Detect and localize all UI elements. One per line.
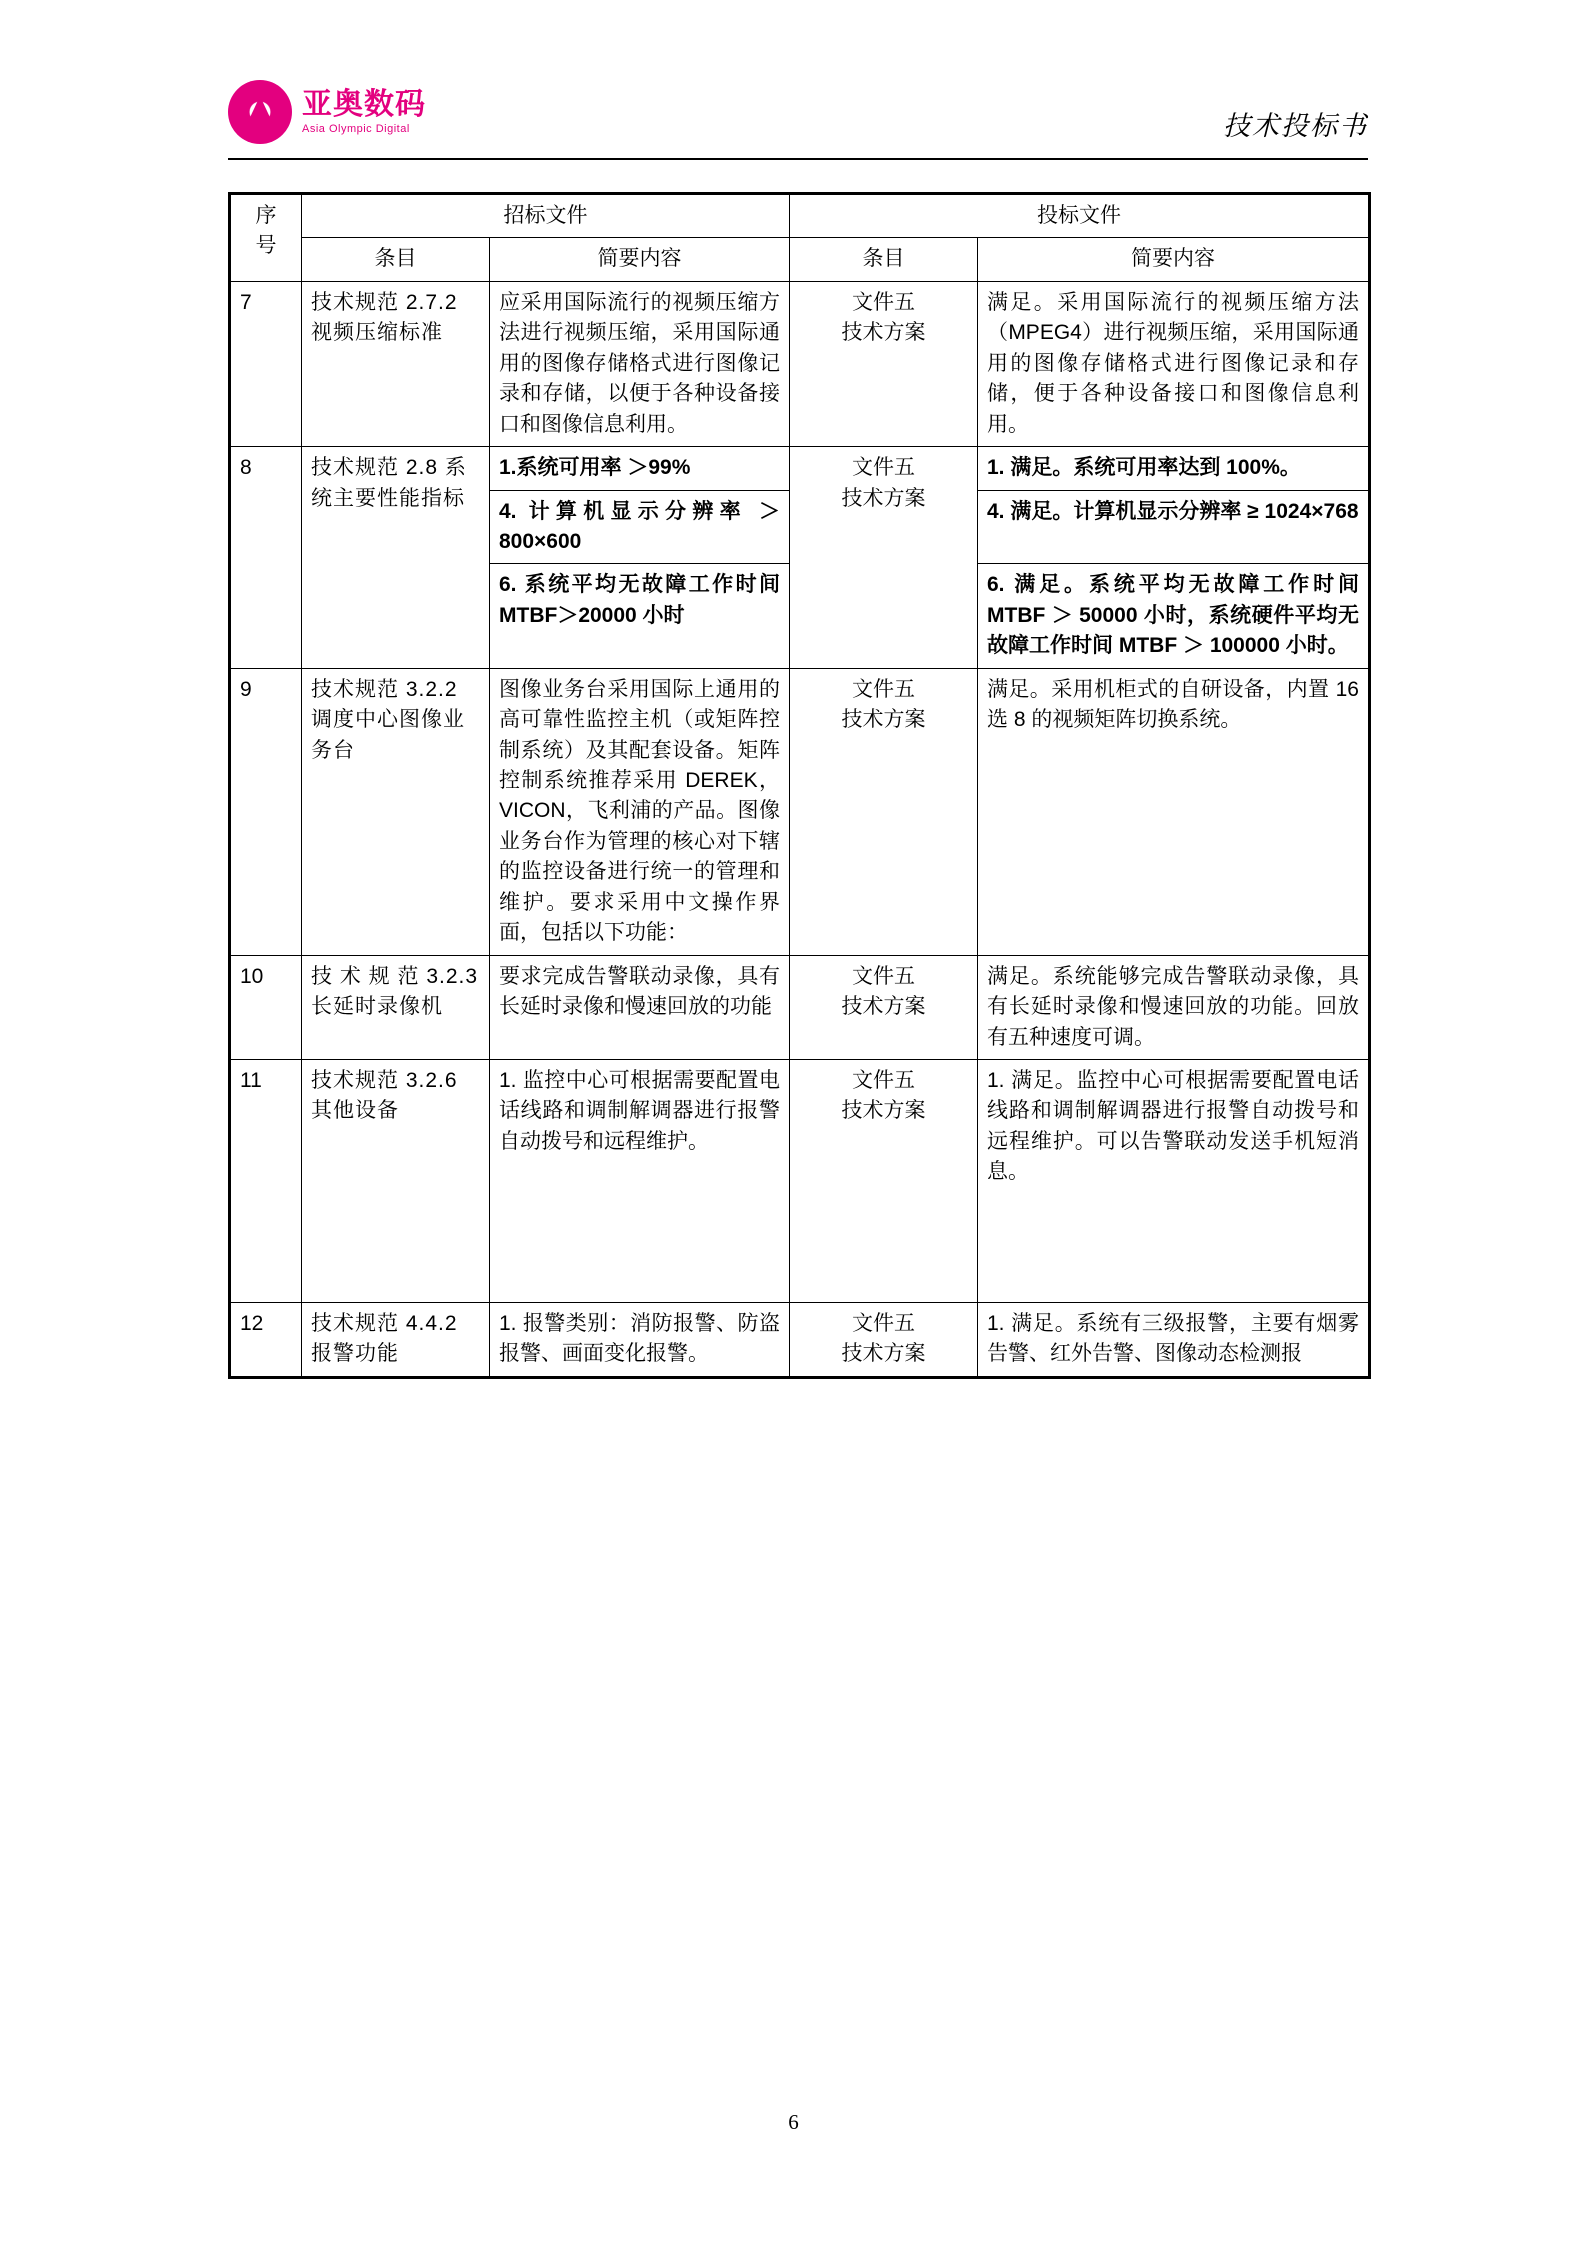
row-tender-item: 技术规范 2.7.2 视频压缩标准 — [302, 281, 490, 446]
page-header — [228, 80, 1368, 158]
row-bid-item-line1: 文件五 — [852, 1311, 915, 1335]
row-bid-subitem: 6. 满足。系统平均无故障工作时间 MTBF ＞ 50000 小时，系统硬件平均无故障工作时间 MTBF ＞ 100000 小时。 — [978, 564, 1370, 668]
row-tender-subitem: 4. 计算机显示分辨率 ＞ 800×600 — [490, 490, 790, 564]
page-footer — [0, 2110, 1587, 2135]
row-bid-summary: 满足。系统能够完成告警联动录像，具有长延时录像和慢速回放的功能。回放有五种速度可调。 — [978, 955, 1370, 1059]
row-tender-summary: 1. 监控中心可根据需要配置电话线路和调制解调器进行报警自动拨号和远程维护。 — [490, 1059, 790, 1302]
comparison-table — [228, 192, 1371, 1379]
row-tender-item: 技术规范 3.2.2 调度中心图像业务台 — [302, 668, 490, 955]
row-bid-item — [790, 1302, 978, 1377]
table-row — [230, 668, 1370, 955]
table-row — [230, 447, 1370, 490]
row-bid-item-line2: 技术方案 — [841, 1099, 926, 1123]
header-tender-item: 条目 — [302, 238, 490, 281]
row-bid-item — [790, 1059, 978, 1302]
row-tender-summary: 应采用国际流行的视频压缩方法进行视频压缩，采用国际通用的图像存储格式进行图像记录和存储，以便于各种设备接口和图像信息利用。 — [490, 281, 790, 446]
header-seq-no-line1: 序 — [255, 204, 277, 227]
row-seq-no: 9 — [230, 668, 302, 955]
header-bid-summary: 简要内容 — [978, 238, 1370, 281]
logo-english-name: Asia Olympic Digital — [302, 122, 410, 135]
table-sub-header-row — [230, 238, 1370, 281]
row-tender-subitem: 6. 系统平均无故障工作时间 MTBF＞20000 小时 — [490, 564, 790, 668]
header-tender-summary: 简要内容 — [490, 238, 790, 281]
comparison-table-wrapper — [228, 192, 1368, 1379]
row-seq-no: 11 — [230, 1059, 302, 1302]
row-tender-summary: 要求完成告警联动录像，具有长延时录像和慢速回放的功能 — [490, 955, 790, 1059]
row-seq-no: 12 — [230, 1302, 302, 1377]
row-tender-summary: 1. 报警类别：消防报警、防盗报警、画面变化报警。 — [490, 1302, 790, 1377]
table-row — [230, 955, 1370, 1059]
row-bid-summary: 满足。采用国际流行的视频压缩方法（MPEG4）进行视频压缩，采用国际通用的图像存储格式进行图像记录和存储，便于各种设备接口和图像信息利用。 — [978, 281, 1370, 446]
row-tender-item: 技术规范 3.2.6 其他设备 — [302, 1059, 490, 1302]
page-number: 6 — [788, 2110, 799, 2134]
row-bid-item-line2: 技术方案 — [841, 321, 926, 345]
header-bid-doc: 投标文件 — [790, 194, 1370, 238]
row-tender-item: 技 术 规 范 3.2.3 长延时录像机 — [302, 955, 490, 1059]
row-bid-subitem: 1. 满足。系统可用率达到 100%。 — [978, 447, 1370, 490]
row-tender-summary: 图像业务台采用国际上通用的高可靠性监控主机（或矩阵控制系统）及其配套设备。矩阵控制系统推荐采用 DEREK，VICON，飞利浦的产品。图像业务台作为管理的核心对下辖的监控设备进行统一的管理和维护。要求采用中文操作界面，包括以下功能： — [490, 668, 790, 955]
header-title: 技术投标书 — [1223, 111, 1368, 141]
company-logo — [228, 80, 426, 144]
header-seq-no — [230, 194, 302, 282]
row-bid-item-line2: 技术方案 — [841, 486, 926, 510]
row-bid-item-line1: 文件五 — [852, 677, 915, 701]
row-bid-item-line2: 技术方案 — [841, 995, 926, 1019]
row-bid-item — [790, 955, 978, 1059]
table-row — [230, 281, 1370, 446]
row-bid-item-line2: 技术方案 — [841, 1342, 926, 1366]
header-seq-no-line2: 号 — [255, 234, 277, 258]
logo-chinese-name: 亚奥数码 — [302, 87, 426, 121]
table-group-header-row — [230, 194, 1370, 238]
row-bid-subitem: 4. 满足。计算机显示分辨率 ≥ 1024×768 — [978, 490, 1370, 564]
table-row — [230, 1302, 1370, 1377]
row-bid-summary: 1. 满足。监控中心可根据需要配置电话线路和调制解调器进行报警自动拨号和远程维护。可以告警联动发送手机短消息。 — [978, 1059, 1370, 1302]
row-seq-no: 7 — [230, 281, 302, 446]
row-bid-summary: 满足。采用机柜式的自研设备，内置 16 选 8 的视频矩阵切换系统。 — [978, 668, 1370, 955]
header-tender-doc: 招标文件 — [302, 194, 790, 238]
row-bid-item-line1: 文件五 — [852, 290, 915, 314]
row-seq-no: 8 — [230, 447, 302, 669]
row-tender-item: 技术规范 2.8 系统主要性能指标 — [302, 447, 490, 669]
row-bid-item — [790, 668, 978, 955]
row-tender-subitem: 1.系统可用率 ＞99% — [490, 447, 790, 490]
table-row — [230, 1059, 1370, 1302]
header-divider — [228, 158, 1368, 160]
row-bid-summary: 1. 满足。系统有三级报警，主要有烟雾告警、红外告警、图像动态检测报 — [978, 1302, 1370, 1377]
header-bid-item: 条目 — [790, 238, 978, 281]
row-bid-item — [790, 447, 978, 669]
row-bid-item-line1: 文件五 — [852, 964, 915, 988]
row-bid-item — [790, 281, 978, 446]
logo-text — [302, 87, 426, 135]
row-bid-item-line1: 文件五 — [852, 1068, 915, 1092]
row-bid-item-line2: 技术方案 — [841, 708, 926, 732]
row-bid-item-line1: 文件五 — [852, 456, 915, 480]
row-seq-no: 10 — [230, 955, 302, 1059]
row-tender-item: 技术规范 4.4.2 报警功能 — [302, 1302, 490, 1377]
logo-mark-icon — [228, 80, 292, 144]
